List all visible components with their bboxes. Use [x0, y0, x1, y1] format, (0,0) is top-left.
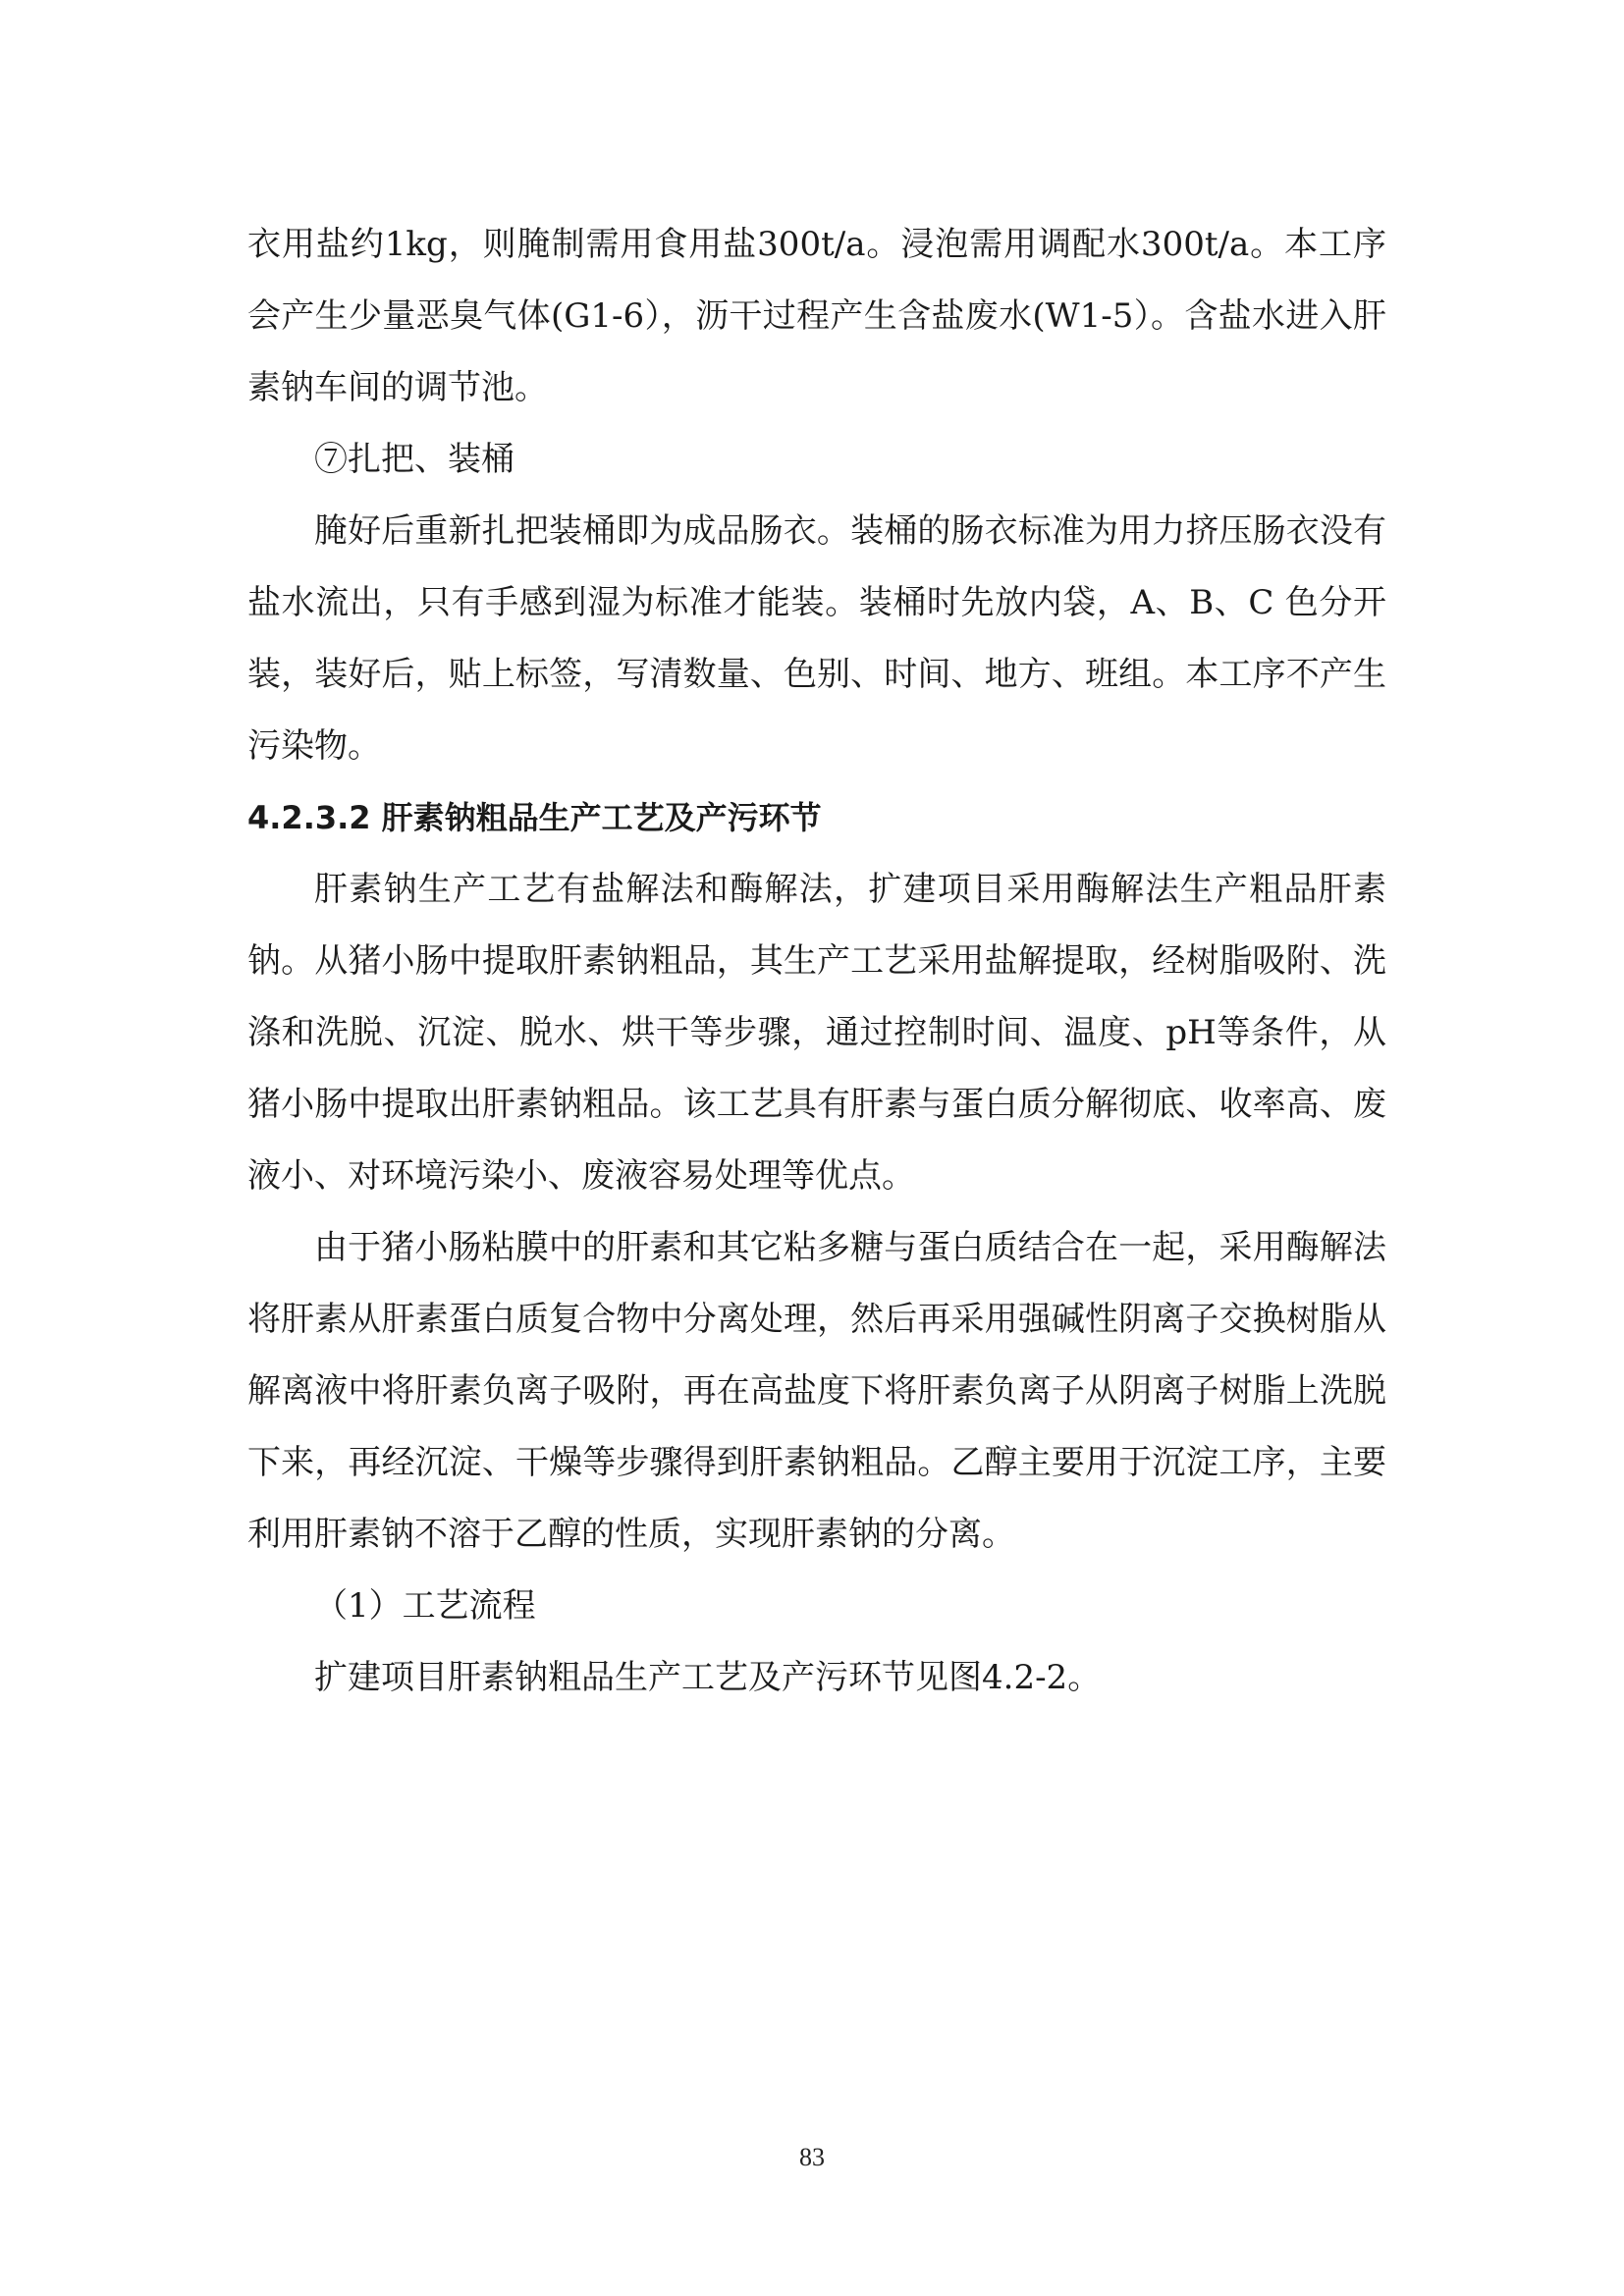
paragraph-heparin-process-intro: 肝素钠生产工艺有盐解法和酶解法，扩建项目采用酶解法生产粗品肝素钠。从猪小肠中提取肝素钠粗品，其生产工艺采用盐解提取，经树脂吸附、洗涤和洗脱、沉淀、脱水、烘干等步骤，通过控制时间、温度、pH等条件，从猪小肠中提取出肝素钠粗品。该工艺具有肝素与蛋白质分解彻底、收率高、废液小、对环境污染小、废液容易处理等优点。	[247, 870, 1386, 1196]
page-number: 83	[799, 2143, 825, 2171]
paragraph-figure-reference: 扩建项目肝素钠粗品生产工艺及产污环节见图4.2-2。	[314, 1658, 1102, 1697]
paragraph-enzymolysis-description: 由于猪小肠粘膜中的肝素和其它粘多糖与蛋白质结合在一起，采用酶解法将肝素从肝素蛋白质复合物中分离处理，然后再采用强碱性阴离子交换树脂从解离液中将肝素负离子吸附，再在高盐度下将肝素负离子从阴离子树脂上洗脱下来，再经沉淀、干燥等步骤得到肝素钠粗品。乙醇主要用于沉淀工序，主要利用肝素钠不溶于乙醇的性质，实现肝素钠的分离。	[247, 1228, 1386, 1554]
paragraph-bundling-barreling: 腌好后重新扎把装桶即为成品肠衣。装桶的肠衣标准为用力挤压肠衣没有盐水流出，只有手感到湿为标准才能装。装桶时先放内袋，A、B、C 色分开装，装好后，贴上标签，写清数量、色别、时间、地方、班组。本工序不产生污染物。	[247, 511, 1386, 766]
paragraph-salting-continued: 衣用盐约1kg，则腌制需用食用盐300t/a。浸泡需用调配水300t/a。本工序会产生少量恶臭气体(G1-6），沥干过程产生含盐废水(W1-5）。含盐水进入肝素钠车间的调节池。	[247, 225, 1386, 407]
subheading-process-flow: （1）工艺流程	[314, 1586, 536, 1626]
page-content	[247, 209, 1386, 1714]
step-7-title: ⑦扎把、装桶	[314, 440, 514, 479]
section-heading-4-2-3-2: 4.2.3.2 肝素钠粗品生产工艺及产污环节	[247, 799, 822, 836]
